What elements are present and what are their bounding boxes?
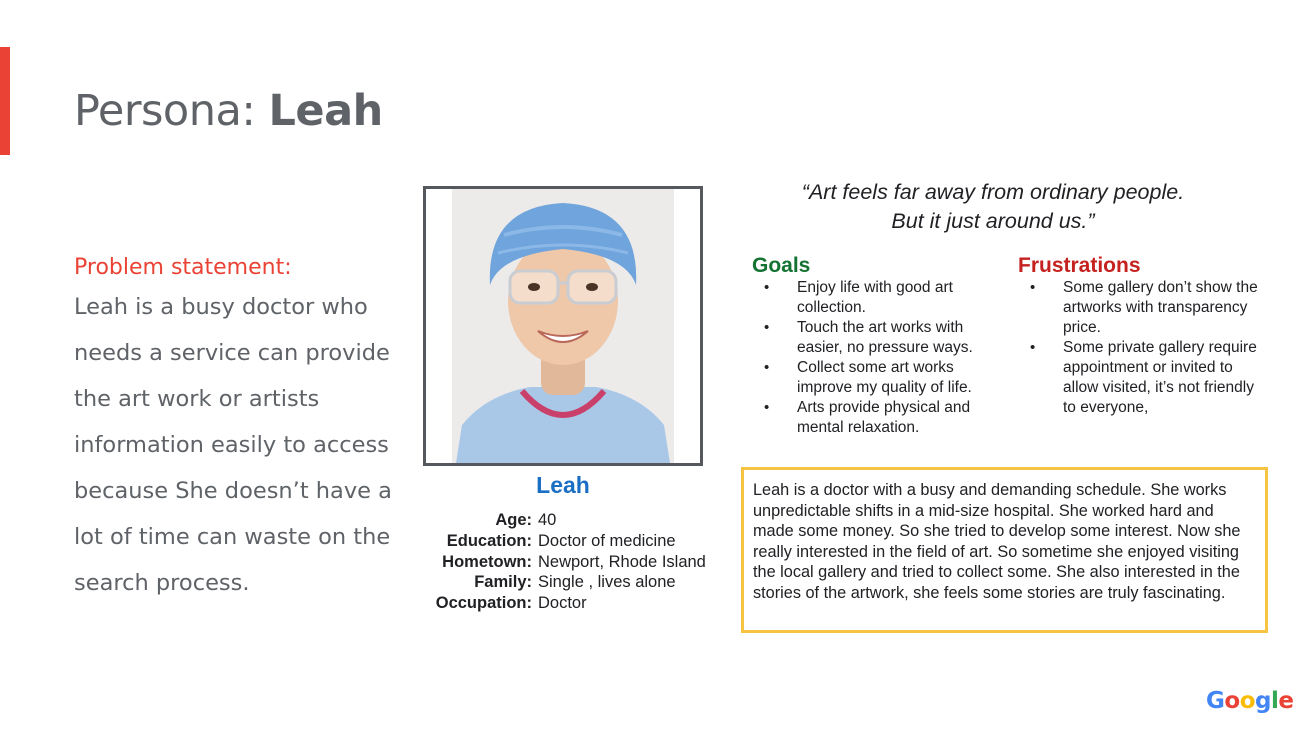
slide-title bbox=[74, 86, 383, 136]
list-item: • Arts provide physical and mental relaxation. bbox=[752, 398, 1002, 438]
list-item: • Enjoy life with good art collection. bbox=[752, 278, 1002, 318]
detail-row-family bbox=[410, 572, 706, 593]
logo-letter: e bbox=[1278, 688, 1294, 714]
detail-value: Newport, Rhode Island bbox=[538, 552, 706, 571]
problem-statement-text: Leah is a busy doctor who needs a service can provide the art work or artists information easily to access because She doesn’t have a lot of time can waste on the search process. bbox=[74, 294, 392, 596]
goals-list bbox=[752, 278, 1002, 438]
doctor-portrait-image bbox=[426, 189, 700, 463]
detail-label: Hometown: bbox=[442, 552, 532, 571]
detail-value: Single , lives alone bbox=[538, 573, 676, 592]
problem-statement bbox=[74, 252, 394, 606]
logo-letter: G bbox=[1206, 688, 1225, 714]
frustrations-section bbox=[1018, 254, 1268, 418]
accent-bar bbox=[0, 47, 10, 155]
persona-name: Leah bbox=[536, 472, 590, 498]
detail-label: Family: bbox=[474, 573, 532, 592]
frustrations-list bbox=[1018, 278, 1268, 418]
logo-letter: o bbox=[1239, 688, 1256, 714]
detail-value: Doctor bbox=[538, 594, 587, 613]
quote-line-1: “Art feels far away from ordinary people. bbox=[801, 180, 1185, 204]
title-prefix: Persona: bbox=[74, 86, 269, 136]
persona-bio: Leah is a doctor with a busy and demanding schedule. She works unpredictable shifts in a mid-size hospital. She worked hard and made some money. So she tried to develop some interest. Now she really interested in the field of art. So sometime she enjoyed visiting the local gallery and tried to collect some. She also interested in the stories of the artwork, she feels some stories are truly fascinating. bbox=[741, 467, 1268, 633]
detail-label: Education: bbox=[446, 531, 532, 550]
logo-letter: l bbox=[1270, 688, 1279, 714]
frustrations-heading: Frustrations bbox=[1018, 254, 1141, 277]
list-item: • Some gallery don’t show the artworks with transparency price. bbox=[1018, 278, 1268, 338]
logo-letter: o bbox=[1224, 688, 1240, 714]
google-logo bbox=[1206, 688, 1293, 714]
detail-row-education bbox=[410, 531, 706, 552]
detail-row-hometown bbox=[410, 552, 706, 573]
list-item: • Touch the art works with easier, no pressure ways. bbox=[752, 318, 1002, 358]
detail-row-age bbox=[410, 510, 706, 531]
title-name: Leah bbox=[268, 86, 383, 136]
persona-quote bbox=[743, 178, 1243, 236]
persona-details bbox=[410, 510, 706, 614]
detail-label: Age: bbox=[495, 511, 532, 529]
detail-value: Doctor of medicine bbox=[538, 531, 676, 550]
logo-letter: g bbox=[1255, 688, 1271, 714]
list-item: • Some private gallery require appointment or invited to allow visited, it’s not friendly to everyone, bbox=[1018, 338, 1268, 418]
quote-line-2: But it just around us.” bbox=[891, 209, 1095, 233]
problem-statement-label: Problem statement: bbox=[74, 255, 292, 280]
list-item: • Collect some art works improve my quality of life. bbox=[752, 358, 1002, 398]
detail-row-occupation bbox=[410, 593, 706, 614]
goals-section bbox=[752, 254, 1002, 438]
goals-heading: Goals bbox=[752, 254, 811, 277]
detail-value: 40 bbox=[538, 511, 557, 529]
persona-photo bbox=[423, 186, 703, 466]
detail-label: Occupation: bbox=[435, 594, 532, 613]
